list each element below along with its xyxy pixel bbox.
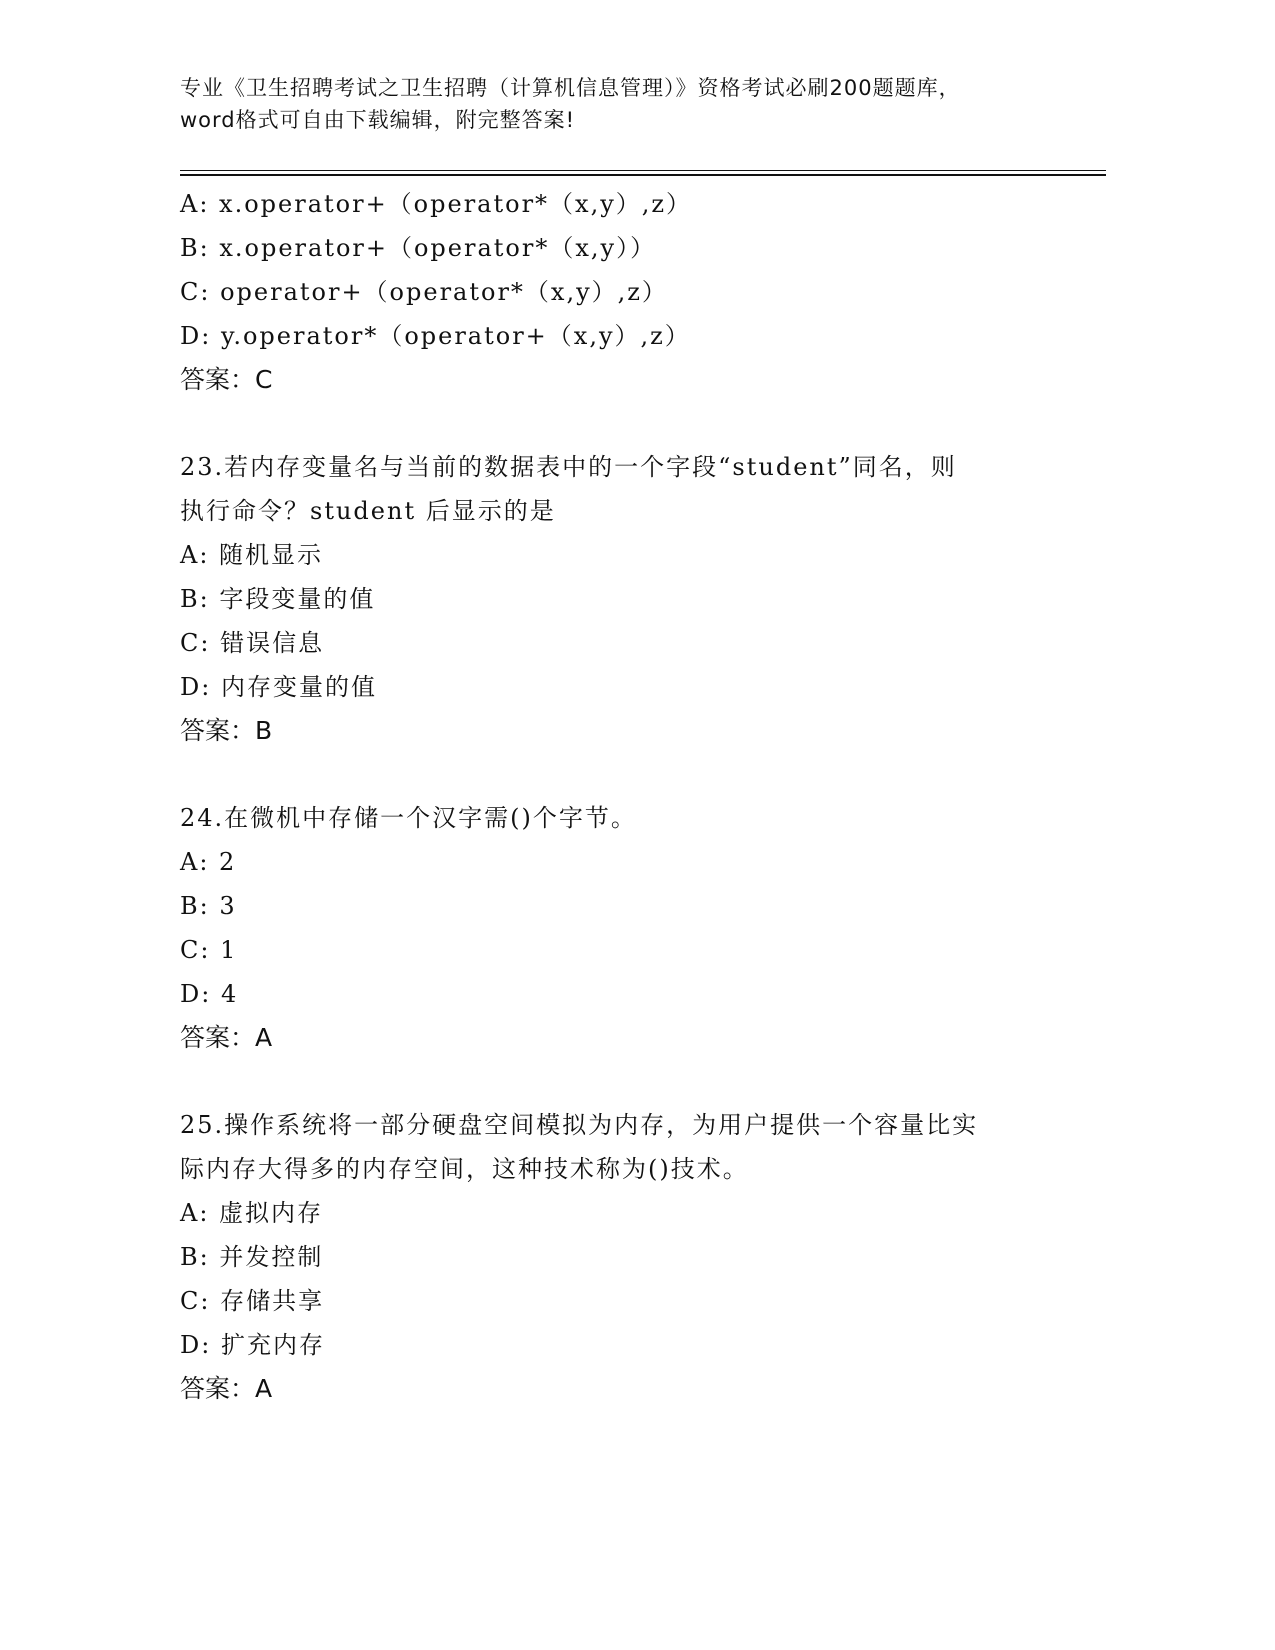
option-a: A: x.operator+（operator*（x,y）,z） <box>180 190 693 218</box>
header-divider-thick <box>180 174 1106 176</box>
answer-line: 答案：A <box>180 1374 273 1403</box>
option-b: B: 字段变量的值 <box>180 585 376 613</box>
question-25 <box>180 1103 1080 1411</box>
question-stem-line-1: 24.在微机中存储一个汉字需()个字节。 <box>180 804 637 832</box>
option-c: C: 错误信息 <box>180 629 325 657</box>
question-stem-line-1: 25.操作系统将一部分硬盘空间模拟为内存，为用户提供一个容量比实 <box>180 1111 979 1139</box>
option-d: D: 4 <box>180 980 239 1008</box>
answer-line: 答案：B <box>180 716 273 745</box>
option-b: B: 并发控制 <box>180 1243 324 1271</box>
question-stem-line-1: 23.若内存变量名与当前的数据表中的一个字段“student”同名，则 <box>180 453 957 481</box>
spacer <box>180 402 1080 445</box>
document-header <box>180 72 1080 136</box>
answer-line: 答案：A <box>180 1023 273 1052</box>
option-b: B: 3 <box>180 892 237 920</box>
question-24 <box>180 796 1080 1060</box>
header-title-line: 专业《卫生招聘考试之卫生招聘（计算机信息管理）》资格考试必刷200题题库， <box>180 76 961 100</box>
option-c: C: 存储共享 <box>180 1287 325 1315</box>
option-a: A: 2 <box>180 848 237 876</box>
option-a: A: 虚拟内存 <box>180 1199 324 1227</box>
option-c: C: operator+（operator*（x,y）,z） <box>180 278 668 306</box>
spacer <box>180 753 1080 796</box>
option-b: B: x.operator+（operator*（x,y）） <box>180 234 657 262</box>
header-divider-thin <box>180 170 1106 171</box>
answer-line: 答案：C <box>180 365 273 394</box>
question-stem-line-2: 际内存大得多的内存空间，这种技术称为()技术。 <box>180 1155 749 1183</box>
option-a: A: 随机显示 <box>180 541 324 569</box>
question-stem-line-2: 执行命令？student 后显示的是 <box>180 497 556 525</box>
option-c: C: 1 <box>180 936 238 964</box>
option-d: D: 内存变量的值 <box>180 673 377 701</box>
question-22 <box>180 182 1080 402</box>
option-d: D: 扩充内存 <box>180 1331 325 1359</box>
spacer <box>180 1060 1080 1103</box>
option-d: D: y.operator*（operator+（x,y）,z） <box>180 322 691 350</box>
question-list <box>180 182 1080 1411</box>
question-23 <box>180 445 1080 753</box>
header-subtitle-line: word格式可自由下载编辑，附完整答案! <box>180 108 576 132</box>
